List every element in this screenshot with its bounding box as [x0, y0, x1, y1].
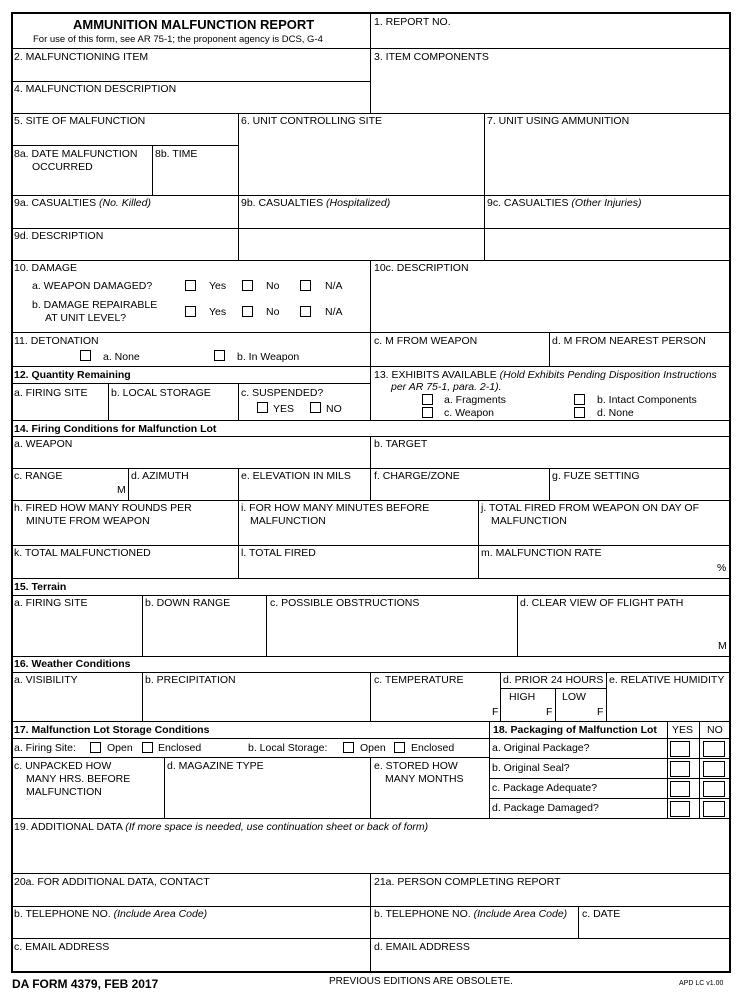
unpacked-label: c. UNPACKED HOW	[14, 760, 112, 772]
humidity-label: e. RELATIVE HUMIDITY	[609, 674, 725, 686]
label-text: b. TELEPHONE NO.	[14, 908, 114, 920]
rule	[489, 798, 731, 799]
weapon-damaged-na-checkbox[interactable]	[300, 280, 311, 291]
label-italic: (If more space is needed, use continuation sheet or back of form)	[125, 821, 429, 833]
rule	[555, 688, 556, 721]
exhibit-fragments-checkbox[interactable]	[422, 394, 433, 405]
rule	[667, 721, 668, 818]
unit-controlling-label: 6. UNIT CONTROLLING SITE	[241, 115, 382, 127]
exhibits-label	[374, 369, 717, 381]
suspended-no-checkbox[interactable]	[310, 402, 321, 413]
range-label: c. RANGE	[14, 470, 63, 482]
repairable-na-checkbox[interactable]	[300, 306, 311, 317]
contact-telephone-label	[14, 908, 207, 920]
detonation-label: 11. DETONATION	[14, 335, 99, 347]
obstructions-label: c. POSSIBLE OBSTRUCTIONS	[270, 597, 420, 609]
rule	[11, 721, 731, 722]
local-storage-label: b. Local Storage:	[248, 742, 328, 754]
rule	[478, 500, 479, 578]
original-seal-yes-box[interactable]	[670, 761, 690, 777]
exhibit-weapon-checkbox[interactable]	[422, 407, 433, 418]
repairable-yes-checkbox[interactable]	[185, 306, 196, 317]
original-package-no-box[interactable]	[703, 741, 725, 757]
rule	[484, 113, 485, 260]
rule	[11, 500, 731, 501]
down-range-label: b. DOWN RANGE	[145, 597, 231, 609]
exhibit-none-label: d. None	[597, 407, 634, 419]
rule	[517, 595, 518, 656]
weapon-label: a. WEAPON	[14, 438, 73, 450]
label-text: 9b. CASUALTIES	[241, 197, 327, 209]
rule	[11, 195, 731, 196]
precipitation-label: b. PRECIPITATION	[145, 674, 236, 686]
rule	[11, 757, 489, 758]
percent-unit: %	[717, 562, 727, 574]
yes-label: Yes	[209, 280, 227, 292]
rule	[108, 383, 109, 420]
rule	[11, 578, 731, 579]
repairable-label: b. DAMAGE REPAIRABLE	[32, 299, 158, 311]
detonation-in-weapon-checkbox[interactable]	[214, 350, 225, 361]
rule	[11, 420, 731, 421]
rule	[11, 436, 731, 437]
damage-description-label: 10c. DESCRIPTION	[374, 262, 469, 274]
package-adequate-yes-box[interactable]	[670, 781, 690, 797]
enclosed-label: Enclosed	[158, 742, 202, 754]
label-text: 9a. CASUALTIES	[14, 197, 100, 209]
total-fired-label: l. TOTAL FIRED	[241, 547, 316, 559]
package-damaged-yes-box[interactable]	[670, 801, 690, 817]
rule	[238, 500, 239, 578]
low-unit: F	[597, 706, 604, 718]
rounds-per-minute-label-2: MINUTE FROM WEAPON	[26, 515, 150, 527]
package-adequate-label: c. Package Adequate?	[492, 782, 598, 794]
temperature-label: c. TEMPERATURE	[374, 674, 464, 686]
none-label: a. None	[103, 351, 140, 363]
range-unit: M	[117, 484, 126, 496]
weapon-damaged-label: a. WEAPON DAMAGED?	[32, 280, 153, 292]
rule	[11, 818, 731, 819]
report-no-label: 1. REPORT NO.	[374, 16, 451, 28]
m-from-weapon-label: c. M FROM WEAPON	[374, 335, 478, 347]
rule	[11, 906, 731, 907]
high-unit: F	[546, 706, 553, 718]
rule	[489, 758, 731, 759]
fragments-label: a. Fragments	[444, 394, 506, 406]
rule	[11, 332, 731, 333]
rule	[370, 873, 371, 973]
person-email-label: d. EMAIL ADDRESS	[374, 941, 470, 953]
malfunctioning-item-label: 2. MALFUNCTIONING ITEM	[14, 51, 149, 63]
exhibit-weapon-label: c. Weapon	[444, 407, 495, 419]
malfunction-description-label: 4. MALFUNCTION DESCRIPTION	[14, 83, 177, 95]
rule	[238, 113, 239, 260]
yes-label: Yes	[209, 306, 227, 318]
rule	[606, 672, 607, 721]
form-number: DA FORM 4379, FEB 2017	[12, 977, 159, 991]
flight-path-label: d. CLEAR VIEW OF FLIGHT PATH	[520, 597, 684, 609]
open-label: Open	[360, 742, 386, 754]
minutes-before-label-2: MALFUNCTION	[250, 515, 326, 527]
repairable-no-checkbox[interactable]	[242, 306, 253, 317]
rule	[11, 656, 731, 657]
na-label: N/A	[325, 280, 343, 292]
casualties-other-label	[487, 197, 641, 209]
rule	[370, 436, 371, 468]
temperature-unit: F	[492, 706, 499, 718]
prior-24-hours-label: d. PRIOR 24 HOURS	[503, 674, 604, 686]
rule	[11, 468, 731, 469]
total-malfunctioned-label: k. TOTAL MALFUNCTIONED	[14, 547, 151, 559]
total-fired-day-label-2: MALFUNCTION	[491, 515, 567, 527]
rule	[142, 595, 143, 656]
qty-local-storage-label: b. LOCAL STORAGE	[111, 387, 211, 399]
rule	[164, 757, 165, 818]
label-italic: (Hold Exhibits Pending Disposition Instructions	[499, 369, 717, 381]
elevation-label: e. ELEVATION IN MILS	[241, 470, 351, 482]
form-title: AMMUNITION MALFUNCTION REPORT	[73, 17, 315, 32]
storage-heading: 17. Malfunction Lot Storage Conditions	[14, 724, 210, 736]
firing-conditions-heading: 14. Firing Conditions for Malfunction Lot	[14, 423, 217, 435]
na-label: N/A	[325, 306, 343, 318]
rule	[11, 938, 731, 939]
date-label: 8a. DATE MALFUNCTION	[14, 148, 138, 160]
magazine-type-label: d. MAGAZINE TYPE	[167, 760, 264, 772]
rounds-per-minute-label: h. FIRED HOW MANY ROUNDS PER	[14, 502, 192, 514]
date-completed-label: c. DATE	[582, 908, 621, 920]
local-storage-enclosed-checkbox[interactable]	[394, 742, 405, 753]
suspended-yes-label: YES	[273, 403, 295, 415]
no-label: No	[266, 306, 280, 318]
terrain-heading: 15. Terrain	[14, 581, 67, 593]
flight-path-unit: M	[718, 640, 727, 652]
rule	[11, 145, 239, 146]
repairable-label-2: AT UNIT LEVEL?	[45, 312, 127, 324]
rule	[699, 721, 700, 818]
storage-firing-site-label: a. Firing Site:	[14, 742, 76, 754]
rule	[11, 260, 731, 261]
rule	[11, 595, 731, 596]
exhibit-intact-checkbox[interactable]	[574, 394, 585, 405]
rule	[11, 228, 731, 229]
total-fired-day-label: j. TOTAL FIRED FROM WEAPON ON DAY OF	[481, 502, 699, 514]
rule	[128, 468, 129, 500]
packaging-no-header: NO	[707, 724, 723, 736]
packaging-heading: 18. Packaging of Malfunction Lot	[493, 724, 657, 736]
person-telephone-label	[374, 908, 567, 920]
quantity-remaining-heading: 12. Quantity Remaining	[14, 369, 131, 381]
obsolete-note: PREVIOUS EDITIONS ARE OBSOLETE.	[329, 976, 513, 987]
m-from-person-label: d. M FROM NEAREST PERSON	[552, 335, 706, 347]
date-label-2: OCCURRED	[32, 161, 93, 173]
detonation-none-checkbox[interactable]	[80, 350, 91, 361]
intact-label: b. Intact Components	[597, 394, 697, 406]
high-label: HIGH	[509, 691, 536, 703]
visibility-label: a. VISIBILITY	[14, 674, 78, 686]
package-adequate-no-box[interactable]	[703, 781, 725, 797]
rule	[370, 468, 371, 500]
open-label: Open	[107, 742, 133, 754]
rule	[500, 688, 607, 689]
contact-label: 20a. FOR ADDITIONAL DATA, CONTACT	[14, 876, 210, 888]
label-text: 19. ADDITIONAL DATA	[14, 821, 126, 833]
form-subtitle: For use of this form, see AR 75-1; the proponent agency is DCS, G-4	[33, 34, 323, 45]
terrain-firing-site-label: a. FIRING SITE	[14, 597, 88, 609]
label-italic: (Other Injuries)	[571, 197, 642, 209]
label-italic: (Include Area Code)	[113, 908, 208, 920]
original-seal-label: b. Original Seal?	[492, 762, 570, 774]
time-label: 8b. TIME	[155, 148, 198, 160]
unpacked-label-2: MANY HRS. BEFORE	[26, 773, 131, 785]
rule	[11, 545, 731, 546]
version-label: APD LC v1.00	[679, 980, 724, 987]
label-italic: (Include Area Code)	[473, 908, 568, 920]
rule	[238, 383, 239, 420]
in-weapon-label: b. In Weapon	[237, 351, 300, 363]
firing-site-open-checkbox[interactable]	[90, 742, 101, 753]
charge-zone-label: f. CHARGE/ZONE	[374, 470, 460, 482]
rule	[11, 672, 731, 673]
damage-label: 10. DAMAGE	[14, 262, 78, 274]
rule	[11, 738, 489, 739]
rule	[11, 366, 731, 367]
rule	[549, 468, 550, 500]
person-completing-label: 21a. PERSON COMPLETING REPORT	[374, 876, 561, 888]
rule	[489, 721, 490, 818]
malfunction-rate-label: m. MALFUNCTION RATE	[481, 547, 602, 559]
low-label: LOW	[562, 691, 586, 703]
rule	[370, 757, 371, 818]
site-label: 5. SITE OF MALFUNCTION	[14, 115, 146, 127]
rule	[142, 672, 143, 721]
packaging-yes-header: YES	[672, 724, 694, 736]
weapon-damaged-yes-checkbox[interactable]	[185, 280, 196, 291]
rule	[370, 672, 371, 721]
fuze-setting-label: g. FUZE SETTING	[552, 470, 640, 482]
local-storage-open-checkbox[interactable]	[343, 742, 354, 753]
exhibit-none-checkbox[interactable]	[574, 407, 585, 418]
unpacked-label-3: MALFUNCTION	[26, 786, 102, 798]
suspended-no-label: NO	[326, 403, 342, 415]
stored-months-label: e. STORED HOW	[374, 760, 458, 772]
rule	[549, 332, 550, 366]
unit-using-label: 7. UNIT USING AMMUNITION	[487, 115, 630, 127]
item-components-label: 3. ITEM COMPONENTS	[374, 51, 489, 63]
package-damaged-label: d. Package Damaged?	[492, 802, 599, 814]
stored-months-label-2: MANY MONTHS	[385, 773, 464, 785]
casualties-killed-label	[14, 197, 151, 209]
exhibits-label-2: per AR 75-1, para. 2-1).	[391, 381, 502, 393]
rule	[152, 145, 153, 195]
weapon-damaged-no-checkbox[interactable]	[242, 280, 253, 291]
label-text: 13. EXHIBITS AVAILABLE	[374, 369, 500, 381]
weather-heading: 16. Weather Conditions	[14, 658, 131, 670]
label-text: b. TELEPHONE NO.	[374, 908, 474, 920]
original-package-yes-box[interactable]	[670, 741, 690, 757]
rule	[11, 873, 731, 874]
rule	[500, 672, 501, 721]
rule	[489, 738, 731, 739]
original-seal-no-box[interactable]	[703, 761, 725, 777]
no-label: No	[266, 280, 280, 292]
casualties-hospitalized-label	[241, 197, 390, 209]
rule	[11, 383, 371, 384]
rule	[370, 260, 371, 420]
original-package-label: a. Original Package?	[492, 742, 590, 754]
suspended-yes-checkbox[interactable]	[257, 402, 268, 413]
firing-site-enclosed-checkbox[interactable]	[142, 742, 153, 753]
suspended-label: c. SUSPENDED?	[241, 387, 324, 399]
rule	[266, 595, 267, 656]
package-damaged-no-box[interactable]	[703, 801, 725, 817]
label-text: 9c. CASUALTIES	[487, 197, 572, 209]
rule	[578, 906, 579, 938]
qty-firing-site-label: a. FIRING SITE	[14, 387, 88, 399]
azimuth-label: d. AZIMUTH	[131, 470, 189, 482]
label-italic: (Hospitalized)	[326, 197, 391, 209]
casualty-description-label: 9d. DESCRIPTION	[14, 230, 104, 242]
additional-data-label	[14, 821, 428, 833]
rule	[238, 468, 239, 500]
minutes-before-label: i. FOR HOW MANY MINUTES BEFORE	[241, 502, 430, 514]
rule	[11, 48, 731, 49]
rule	[11, 81, 371, 82]
enclosed-label: Enclosed	[411, 742, 455, 754]
contact-email-label: c. EMAIL ADDRESS	[14, 941, 110, 953]
label-italic: (No. Killed)	[99, 197, 151, 209]
rule	[11, 113, 731, 114]
rule	[489, 778, 731, 779]
target-label: b. TARGET	[374, 438, 428, 450]
rule	[370, 12, 371, 113]
